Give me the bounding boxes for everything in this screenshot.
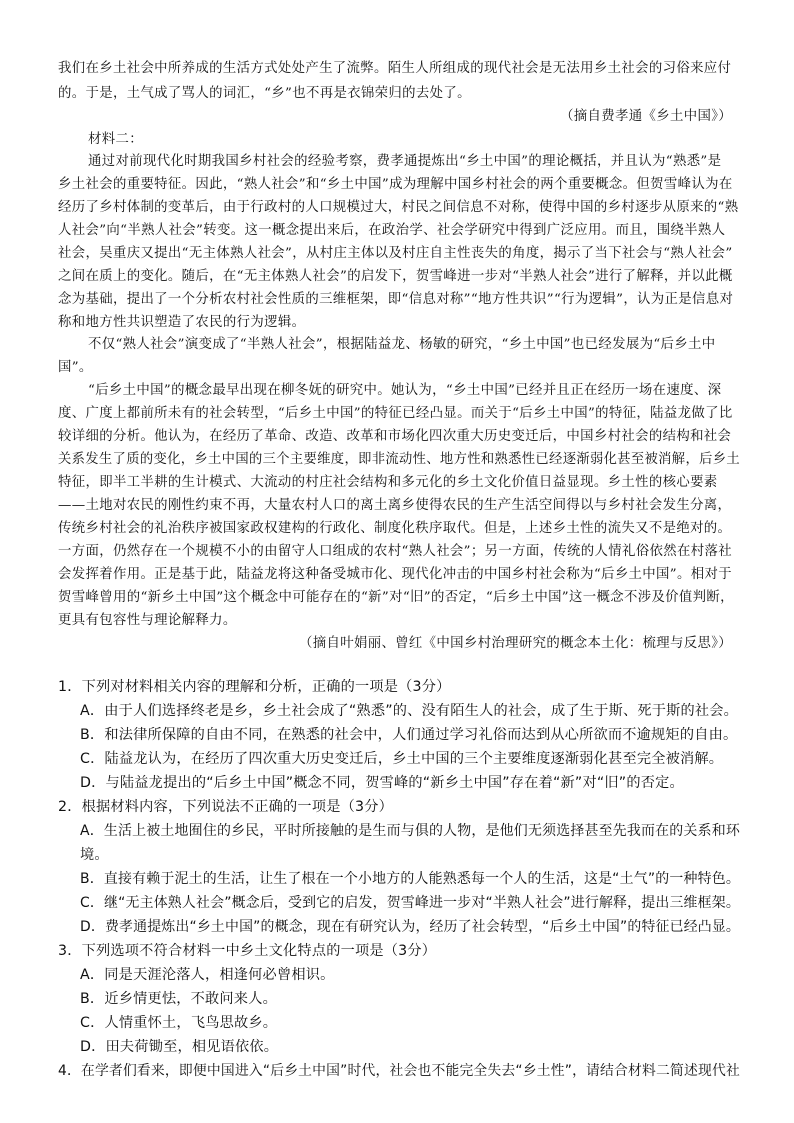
question-2-option-c[interactable]: C．继“无主体熟人社会”概念后，受到它的启发，贺雪峰进一步对“半熟人社会”进行解释，提出三维框架。 bbox=[80, 895, 740, 911]
source-citation-1: （摘自费孝通《乡土中国》） bbox=[560, 109, 732, 124]
passage-line: 更具有包容性与理论解释力。 bbox=[58, 613, 237, 628]
passage-line: 的。于是，土气成了骂人的词汇，“乡”也不再是衣锦荣归的去处了。 bbox=[58, 86, 471, 101]
question-3-option-d[interactable]: D．田夫荷锄至，相见语依依。 bbox=[80, 1039, 279, 1055]
question-3-option-b[interactable]: B．近乡情更怯，不敢问来人。 bbox=[80, 991, 277, 1007]
passage-line: 通过对前现代化时期我国乡村社会的经验考察，费孝通提炼出“乡土中国”的理论概括，并且认为“熟悉”是 bbox=[88, 154, 722, 169]
passage-line: 经历了乡村体制的变革后，由于行政村的人口规模过大，村民之间信息不对称，使得中国的乡村逐步从原来的“熟 bbox=[58, 200, 739, 215]
passage-line: 度、广度上都前所未有的社会转型，“后乡土中国”的特征已经凸显。而关于“后乡土中国”的特征，陆益龙做了比 bbox=[58, 406, 733, 421]
question-1-option-c[interactable]: C．陆益龙认为，在经历了四次重大历史变迁后，乡土中国的三个主要维度逐渐弱化甚至完全被消解。 bbox=[80, 751, 724, 767]
question-1-option-d[interactable]: D．与陆益龙提出的“后乡土中国”概念不同，贺雪峰的“新乡土中国”存在着“新”对“旧”的否定。 bbox=[80, 775, 684, 791]
passage-line: 会发挥着作用。正是基于此，陆益龙将这种备受城市化、现代化冲击的中国乡村社会称为“后乡土中国”。相对于 bbox=[58, 567, 732, 582]
passage-line: 我们在乡土社会中所养成的生活方式处处产生了流弊。陌生人所组成的现代社会是无法用乡土社会的习俗来应付 bbox=[58, 61, 732, 76]
question-2-option-d[interactable]: D．费孝通提炼出“乡土中国”的概念，现在有研究认为，经历了社会转型，“后乡土中国”的特征已经凸显。 bbox=[80, 919, 741, 935]
question-2-option-a[interactable]: A．生活上被土地囿住的乡民，平时所接触的是生而与俱的人物，是他们无须选择甚至先我而在的关系和环 bbox=[80, 823, 740, 839]
passage-line: 不仅“熟人社会”演变成了“半熟人社会”，根据陆益龙、杨敏的研究，“乡土中国”也已经发展为“后乡土中 bbox=[88, 337, 716, 352]
passage-line: 人社会”向“半熟人社会”转变。这一概念提出来后，在政治学、社会学研究中得到广泛应用。而且，围绕半熟人 bbox=[58, 223, 726, 238]
question-4-stem: 4．在学者们看来，即便中国进入“后乡土中国”时代，社会也不能完全失去“乡土性”，请结合材料二简述现代社 bbox=[58, 1063, 740, 1079]
passage-line: 较详细的分析。他认为，在经历了革命、改造、改革和市场化四次重大历史变迁后，中国乡村社会的结构和社会 bbox=[58, 429, 732, 444]
source-citation-2: （摘自叶娟丽、曾红《中国乡村治理研究的概念本土化：梳理与反思》） bbox=[299, 636, 732, 651]
question-3-option-a[interactable]: A．同是天涯沦落人，相逢何必曾相识。 bbox=[80, 967, 335, 983]
passage-line: 传统乡村社会的礼治秩序被国家政权建构的行政化、制度化秩序取代。但是，上述乡土性的流失又不是绝对的。 bbox=[58, 521, 732, 536]
material-2-label: 材料二： bbox=[88, 132, 143, 147]
passage-line: 特征，即半工半耕的生计模式、大流动的村庄社会结构和多元化的乡土文化价值日益显现。乡土性的核心要素 bbox=[58, 475, 718, 490]
passage-line: 社会，吴重庆又提出“无主体熟人社会”，从村庄主体以及村庄自主性丧失的角度，揭示了当下社会与“熟人社会” bbox=[58, 246, 733, 261]
question-3-stem: 3．下列选项不符合材料一中乡土文化特点的一项是（3分） bbox=[58, 943, 437, 959]
passage-line: 贺雪峰曾用的“新乡土中国”这个概念中可能存在的“新”对“旧”的否定，“后乡土中国”这一概念不涉及价值判断， bbox=[58, 590, 734, 605]
question-1-option-a[interactable]: A．由于人们选择终老是乡，乡土社会成了“熟悉”的、没有陌生人的社会，成了生于斯、死于斯的社会。 bbox=[80, 703, 739, 719]
passage-line: ——土地对农民的刚性约束不再，大量农村人口的离土离乡使得农民的生产生活空间得以与乡村社会发生分离， bbox=[58, 498, 732, 513]
passage-line: 一方面，仍然存在一个规模不小的由留守人口组成的农村“熟人社会”；另一方面，传统的人情礼俗依然在村落社 bbox=[58, 544, 732, 559]
question-2-stem: 2．根据材料内容，下列说法不正确的一项是（3分） bbox=[58, 799, 393, 815]
question-1-stem: 1．下列对材料相关内容的理解和分析，正确的一项是（3分） bbox=[58, 679, 451, 695]
passage-line: 国”。 bbox=[58, 360, 93, 375]
question-2-option-a-continued[interactable]: 境。 bbox=[80, 847, 109, 863]
question-2-option-b[interactable]: B．直接有赖于泥土的生活，让生了根在一个小地方的人能熟悉每一个人的生活，这是“土气”的一种特色。 bbox=[80, 871, 740, 887]
passage-line: 乡土社会的重要特征。因此，“熟人社会”和“乡土中国”成为理解中国乡村社会的两个重要概念。但贺雪峰认为在 bbox=[58, 177, 733, 192]
passage-line: 称和地方性共识塑造了农民的行为逻辑。 bbox=[58, 315, 306, 330]
question-1-option-b[interactable]: B．和法律所保障的自由不同，在熟悉的社会中，人们通过学习礼俗而达到从心所欲而不逾规矩的自由。 bbox=[80, 727, 738, 743]
passage-line: 关系发生了质的变化，乡土中国的三个主要维度，即非流动性、地方性和熟悉性已经逐渐弱化甚至被消解，后乡土 bbox=[58, 452, 741, 467]
passage-line: “后乡土中国”的概念最早出现在柳冬妩的研究中。她认为，“乡土中国”已经并且正在经历一场在速度、深 bbox=[88, 383, 722, 398]
passage-line: 念为基础，提出了一个分析农村社会性质的三维框架，即“信息对称”“地方性共识”“行为逻辑”，认为正是信息对 bbox=[58, 292, 734, 307]
passage-line: 之间在质上的变化。随后，在“无主体熟人社会”的启发下，贺雪峰进一步对“半熟人社会”进行了解释，并以此概 bbox=[58, 269, 733, 284]
question-3-option-c[interactable]: C．人情重怀土，飞鸟思故乡。 bbox=[80, 1015, 278, 1031]
